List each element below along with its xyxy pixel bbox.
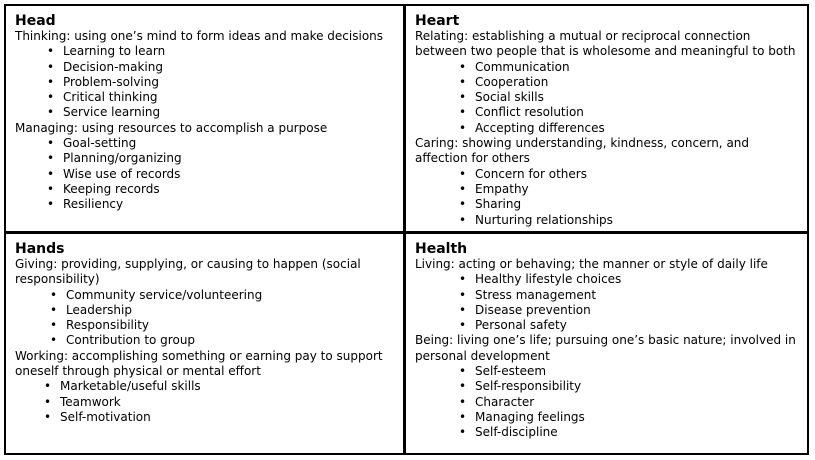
list-item: • Healthy lifestyle choices xyxy=(459,272,622,287)
list-item: • Keeping records xyxy=(47,181,160,196)
list-item: • Empathy xyxy=(459,181,529,196)
list-item: • Learning to learn xyxy=(47,44,166,59)
list-item: • Social skills xyxy=(459,90,544,105)
list-item: • Self-motivation xyxy=(44,409,151,424)
section-heading: Working: accomplishing something or earning pay to support oneself through physical or mental effort xyxy=(15,348,383,379)
list-item: • Self-responsibility xyxy=(459,379,582,394)
list-item: • Problem-solving xyxy=(47,74,159,89)
section-heading: Caring: showing understanding, kindness, concern, and affection for others xyxy=(415,136,750,166)
bullet-list xyxy=(15,379,395,425)
list-item: • Managing feelings xyxy=(459,409,585,424)
list-item: • Teamwork xyxy=(44,394,121,409)
list-item: • Wise use of records xyxy=(47,166,181,181)
section-heading: Relating: establishing a mutual or reciprocal connection between two people that is wholesome and meaningful to both xyxy=(415,29,796,59)
cell-head xyxy=(6,6,403,231)
list-item: • Resiliency xyxy=(47,197,124,212)
list-item: • Community service/volunteering xyxy=(50,287,263,302)
cell-title: Hands xyxy=(15,241,65,257)
list-item: • Marketable/useful skills xyxy=(44,379,201,394)
list-item: • Conflict resolution xyxy=(459,105,584,120)
bullet-list xyxy=(15,288,395,349)
list-item: • Cooperation xyxy=(459,74,549,89)
cell-title: Head xyxy=(15,13,56,29)
section-heading: Living: acting or behaving; the manner or style of daily life xyxy=(415,257,768,271)
list-item: • Critical thinking xyxy=(47,90,158,105)
bullet-list xyxy=(415,167,799,228)
section-heading: Thinking: using one’s mind to form ideas and make decisions xyxy=(15,29,384,43)
bullet-list xyxy=(415,364,799,440)
bullet-list xyxy=(415,60,799,136)
list-item: • Stress management xyxy=(459,287,597,302)
cell-heart xyxy=(406,6,807,231)
cell-title: Health xyxy=(415,241,468,257)
list-item: • Goal-setting xyxy=(47,136,137,151)
list-item: • Personal safety xyxy=(459,318,567,333)
bullet-list xyxy=(15,136,395,212)
cell-health xyxy=(406,234,807,453)
list-item: • Disease prevention xyxy=(459,302,591,317)
section-heading: Being: living one’s life; pursuing one’s basic nature; involved in personal development xyxy=(415,333,796,363)
list-item: • Nurturing relationships xyxy=(459,212,613,227)
list-item: • Contribution to group xyxy=(50,333,196,348)
cell-title: Heart xyxy=(415,13,460,29)
list-item: • Character xyxy=(459,394,535,409)
bullet-list xyxy=(15,44,395,120)
list-item: • Communication xyxy=(459,59,570,74)
list-item: • Responsibility xyxy=(50,318,150,333)
list-item: • Decision-making xyxy=(47,59,163,74)
list-item: • Service learning xyxy=(47,105,161,120)
bullet-list xyxy=(415,272,799,333)
list-item: • Accepting differences xyxy=(459,120,605,135)
section-heading: Managing: using resources to accomplish a purpose xyxy=(15,120,328,135)
list-item: • Concern for others xyxy=(459,166,587,181)
list-item: • Planning/organizing xyxy=(47,151,182,166)
list-item: • Sharing xyxy=(459,197,522,212)
section-heading: Giving: providing, supplying, or causing to happen (social responsibility) xyxy=(15,257,361,287)
list-item: • Leadership xyxy=(50,302,132,317)
list-item: • Self-discipline xyxy=(459,425,558,440)
cell-hands xyxy=(6,234,403,453)
list-item: • Self-esteem xyxy=(459,364,547,379)
